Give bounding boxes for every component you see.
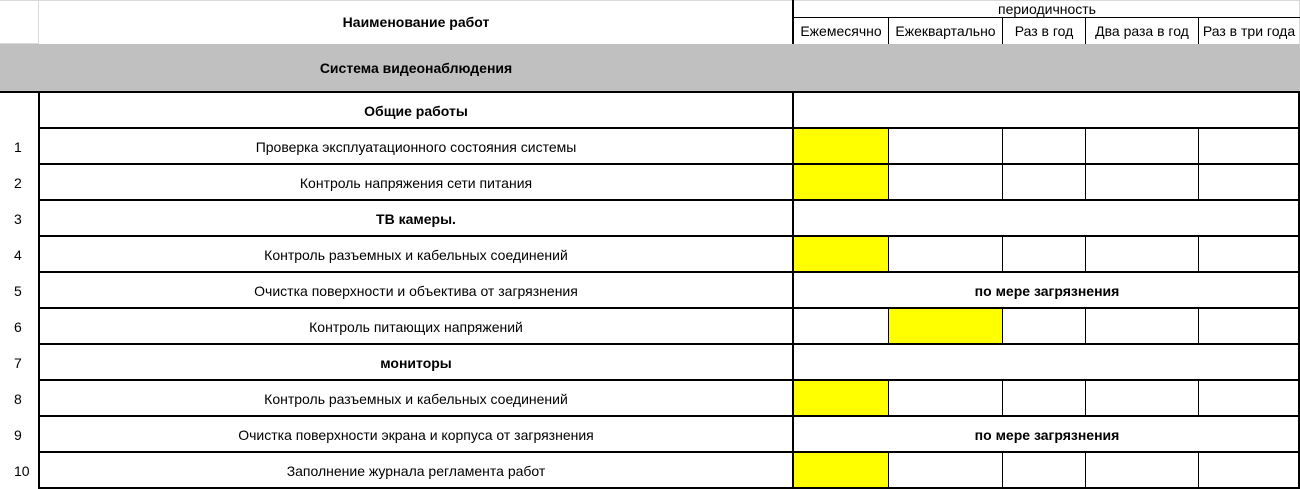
border xyxy=(1198,453,1199,489)
border xyxy=(38,129,40,165)
border xyxy=(1198,18,1199,44)
row-number: 1 xyxy=(14,139,22,155)
border xyxy=(792,165,794,201)
border xyxy=(1198,381,1199,417)
border xyxy=(38,381,40,417)
row-number xyxy=(0,93,38,129)
border xyxy=(1085,165,1086,201)
border xyxy=(1002,18,1003,44)
border xyxy=(38,453,40,489)
schedule-mark xyxy=(794,237,888,271)
row-number: 2 xyxy=(14,175,22,191)
work-name: Контроль разъемных и кабельных соединений xyxy=(264,391,568,407)
border xyxy=(1002,165,1003,201)
row-number: 9 xyxy=(14,427,22,443)
work-name: мониторы xyxy=(380,355,452,371)
work-name: ТВ камеры. xyxy=(376,211,456,227)
border xyxy=(1085,18,1086,44)
border xyxy=(1002,381,1003,417)
border xyxy=(792,309,794,345)
border xyxy=(1085,129,1086,165)
header-periodicity: периодичность xyxy=(998,1,1096,17)
row-number: 6 xyxy=(14,319,22,335)
border xyxy=(1002,237,1003,273)
border xyxy=(1085,453,1086,489)
border xyxy=(38,237,40,273)
work-name: Очистка поверхности экрана и корпуса от загрязнения xyxy=(238,427,594,443)
schedule-mark xyxy=(794,381,888,415)
schedule-mark xyxy=(889,309,1002,343)
work-name: Заполнение журнала регламента работ xyxy=(286,463,546,479)
work-name: Контроль напряжения сети питания xyxy=(299,175,533,191)
border xyxy=(888,129,889,165)
border xyxy=(888,18,889,44)
border xyxy=(38,273,40,309)
border xyxy=(1002,309,1003,345)
header-work-name: Наименование работ xyxy=(342,14,490,30)
border xyxy=(792,201,794,237)
periodicity-note: по мере загрязнения xyxy=(974,283,1120,299)
border xyxy=(1002,129,1003,165)
border xyxy=(888,381,889,417)
border xyxy=(38,345,40,381)
work-name: Проверка эксплуатационного состояния системы xyxy=(255,139,577,155)
header-col-yearly: Раз в год xyxy=(1014,23,1074,39)
header-col-three-yearly: Раз в три года xyxy=(1202,23,1296,39)
border xyxy=(1198,165,1199,201)
border xyxy=(792,237,794,273)
border xyxy=(792,93,794,129)
work-name: Контроль разъемных и кабельных соединений xyxy=(264,247,568,263)
section-title: Система видеонаблюдения xyxy=(319,60,513,76)
schedule-mark xyxy=(794,129,888,163)
header-col-twice-yearly: Два раза в год xyxy=(1095,23,1189,39)
header-col-quarterly: Ежеквартально xyxy=(895,23,996,39)
border xyxy=(38,165,40,201)
border xyxy=(1085,237,1086,273)
work-name: Общие работы xyxy=(364,103,468,119)
border xyxy=(792,417,794,453)
row-number: 4 xyxy=(14,247,22,263)
work-name: Очистка поверхности и объектива от загрязнения xyxy=(254,283,578,299)
border xyxy=(792,453,794,489)
border xyxy=(1198,237,1199,273)
border xyxy=(792,381,794,417)
border xyxy=(38,93,40,129)
border xyxy=(888,453,889,489)
periodicity-note: по мере загрязнения xyxy=(974,427,1120,443)
border xyxy=(1002,453,1003,489)
schedule-mark xyxy=(794,165,888,199)
border xyxy=(792,345,794,381)
border xyxy=(38,201,40,237)
schedule-mark xyxy=(794,453,888,487)
header-col-monthly: Ежемесячно xyxy=(800,23,882,39)
border xyxy=(1198,309,1199,345)
row-number: 3 xyxy=(14,211,22,227)
border xyxy=(793,17,1300,18)
border xyxy=(792,273,794,309)
work-name: Контроль питающих напряжений xyxy=(309,319,523,335)
border xyxy=(1085,309,1086,345)
border xyxy=(888,165,889,201)
border xyxy=(888,309,889,345)
row-number: 5 xyxy=(14,283,22,299)
border xyxy=(1085,381,1086,417)
row-number: 10 xyxy=(14,463,30,479)
border xyxy=(38,417,40,453)
border xyxy=(888,237,889,273)
border xyxy=(38,309,40,345)
border xyxy=(1198,129,1199,165)
border xyxy=(792,0,794,44)
border xyxy=(792,129,794,165)
row-number: 8 xyxy=(14,391,22,407)
row-number: 7 xyxy=(14,355,22,371)
